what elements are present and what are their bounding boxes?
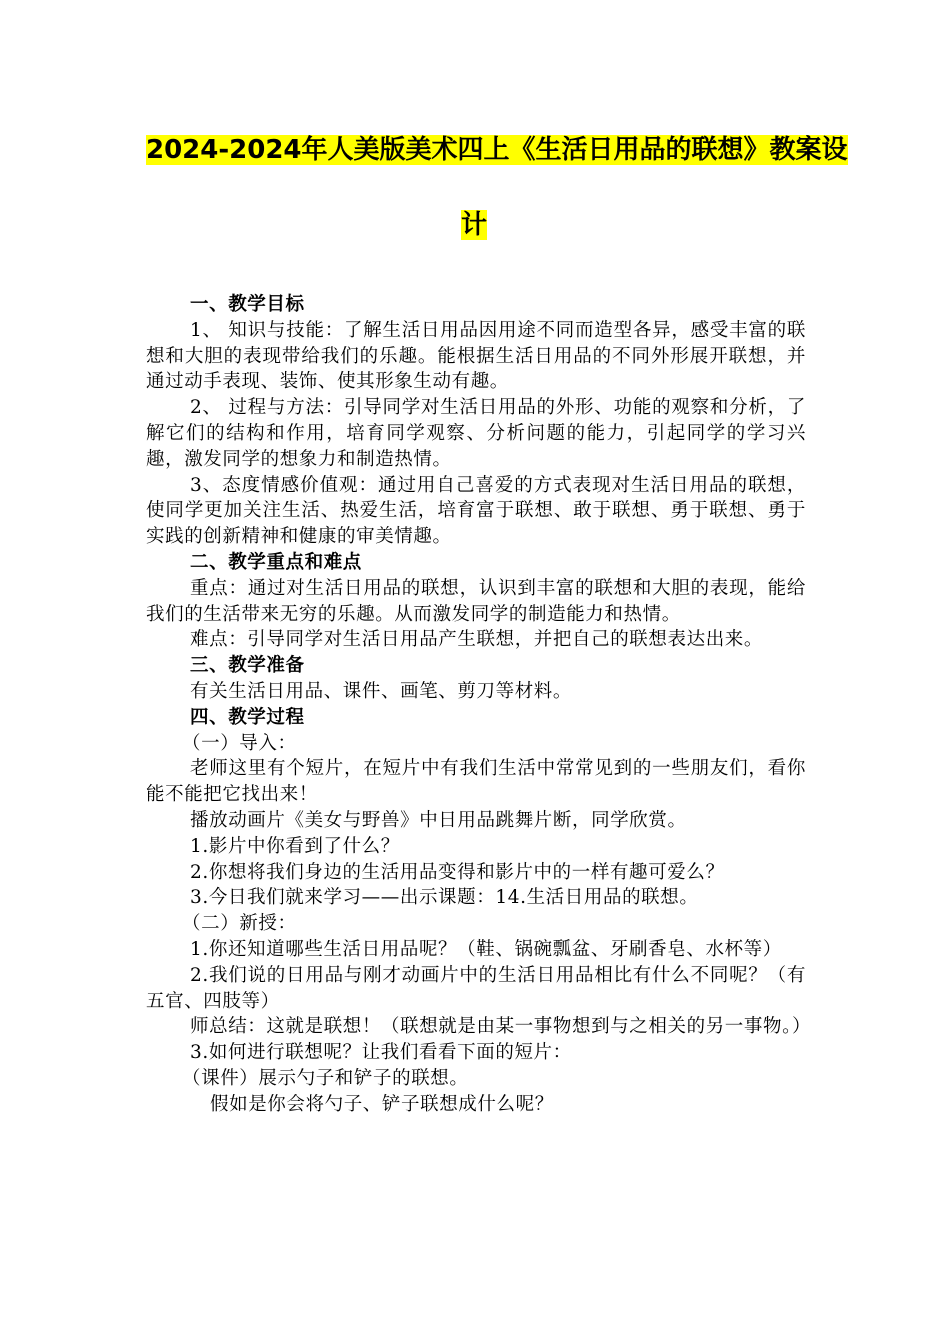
difficulty-paragraph: 难点：引导同学对生活日用品产生联想，并把自己的联想表达出来。 [190,629,764,651]
goal-attitude: 3、态度情感价值观：通过用自己喜爱的方式表现对生活日用品的联想，使同学更加关注生活、热爱生活，培育富于联想、敢于联想、勇于联想、勇于实践的创新精神和健康的审美情趣。 [146,474,806,548]
step-heading-intro: （一）导入： [182,732,297,754]
intro-paragraph-2: 播放动画片《美女与野兽》中日用品跳舞片断，同学欣赏。 [190,809,687,831]
title-text-2: 计 [461,210,488,240]
new-lesson-item-2: 2.我们说的日用品与刚才动画片中的生活日用品相比有什么不同呢？（有五官、四肢等） [146,964,806,1012]
section-heading-process: 四、教学过程 [190,706,305,728]
title-text-1: 2024-2024年人美版美术四上《生活日用品的联想》教案设 [146,135,848,165]
question-3: 3.今日我们就来学习——出示课题：14.生活日用品的联想。 [190,887,699,909]
goal-process: 2、 过程与方法：引导同学对生活日用品的外形、功能的观察和分析，了解它们的结构和作用，培育同学观察、分析问题的能力，引起同学的学习兴趣，激发同学的想象力和制造热情。 [146,397,806,470]
courseware-note: （课件）展示勺子和铲子的联想。 [182,1067,469,1089]
preparation-paragraph: 有关生活日用品、课件、画笔、剪刀等材料。 [190,680,573,702]
document-title-line-1 [146,132,848,168]
question-1: 1.影片中你看到了什么？ [190,835,400,857]
intro-paragraph-1: 老师这里有个短片，在短片中有我们生活中常常见到的一些朋友们，看你能不能把它找出来！ [146,758,806,806]
document-body [146,292,812,1118]
section-heading-preparation: 三、教学准备 [190,655,305,677]
teacher-summary: 师总结：这就是联想！（联想就是由某一事物想到与之相关的另一事物。） [190,1016,812,1038]
imagination-question: 假如是你会将勺子、铲子联想成什么呢？ [210,1093,554,1115]
question-2: 2.你想将我们身边的生活用品变得和影片中的一样有趣可爱么？ [190,861,725,883]
document-title-line-2 [461,207,487,243]
new-lesson-item-1: 1.你还知道哪些生活日用品呢？（鞋、锅碗瓢盆、牙刷香皂、水杯等） [190,938,782,960]
new-lesson-item-3: 3.如何进行联想呢？让我们看看下面的短片： [190,1042,572,1064]
section-heading-key-points: 二、教学重点和难点 [190,551,362,573]
key-point-paragraph: 重点：通过对生活日用品的联想，认识到丰富的联想和大胆的表现，能给我们的生活带来无穷的乐趣。从而激发同学的制造能力和热情。 [146,577,806,625]
section-heading-goals: 一、教学目标 [190,294,305,315]
step-heading-new-lesson: （二）新授： [182,913,297,935]
goal-knowledge: 1、 知识与技能：了解生活日用品因用途不同而造型各异，感受丰富的联想和大胆的表现带给我们的乐趣。能根据生活日用品的不同外形展开联想，并通过动手表现、装饰、使其形象生动有趣。 [146,319,806,393]
